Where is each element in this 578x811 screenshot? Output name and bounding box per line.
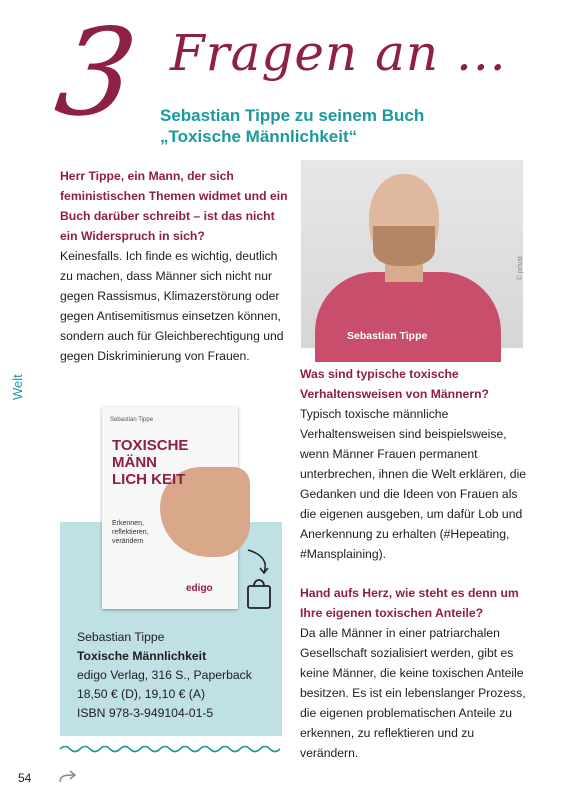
book-cover [102, 407, 238, 609]
answer-1: Keinesfalls. Ich finde es wichtig, deutlich zu machen, dass Männer sich nicht nur gegen Rassismus, Klimazerstörung oder gegen Antisemitismus einsetzen können, sondern auch für Gleichberechtigung und gegen Diskriminierung von Frauen. [60, 249, 284, 363]
book-info-publisher: edigo Verlag, 316 S., Paperback [77, 668, 252, 682]
shopping-bag-icon [244, 548, 276, 612]
photo-caption: Sebastian Tippe [347, 330, 428, 342]
curved-arrow-icon [248, 550, 265, 572]
answer-3: Da alle Männer in einer patriarchalen Gesellschaft sozialisiert werden, gibt es keine Männer, die keine toxischen Anteile besitzen. Es ist ein lebenslanger Prozess, die eigenen problematischen Anteile zu erkennen, zu reflektieren und zu verändern. [300, 626, 526, 760]
book-cover-title: TOXISCHE MÄNN LICH KEIT [112, 437, 189, 488]
interview-right-column [300, 364, 532, 763]
author-photo [301, 160, 523, 348]
book-info-author: Sebastian Tippe [77, 630, 165, 644]
subtitle-line-1: Sebastian Tippe zu seinem Buch [160, 106, 425, 125]
wave-divider [60, 744, 282, 754]
interview-left-column [60, 166, 290, 366]
question-2: Was sind typische toxische Verhaltensweisen von Männern? [300, 367, 489, 401]
subtitle [160, 105, 460, 147]
photo-shirt [315, 272, 501, 362]
photo-beard [373, 226, 435, 266]
photo-credit: © privat [517, 256, 524, 281]
question-3: Hand aufs Herz, wie steht es denn um Ihre eigenen toxischen Anteile? [300, 586, 519, 620]
subtitle-line-2: „Toxische Männlichkeit“ [160, 127, 358, 146]
answer-2: Typisch toxische männliche Verhaltensweisen sind beispielsweise, wenn Männer Frauen permanent unterbrechen, ihnen die Welt erklären, die Gedanken und die Ideen von Frauen als die eigenen ausgeben, um dafür Lob und Anerkennung zu erhalten (#Hepeating, #Mansplaining). [300, 407, 527, 561]
big-number-3: 3 [48, 4, 145, 143]
book-info-title: Toxische Männlichkeit [77, 649, 207, 663]
book-cover-author: Sebastian Tippe [110, 417, 154, 423]
section-label: Welt [10, 374, 25, 400]
book-info-isbn: ISBN 978-3-949104-01-5 [77, 706, 214, 720]
page-number: 54 [18, 771, 32, 785]
publisher-logo: edigo [186, 583, 213, 594]
book-info-price: 18,50 € (D), 19,10 € (A) [77, 687, 206, 701]
book-cover-subtitle: Erkennen, reflektieren, verändern [112, 520, 149, 545]
page-title: Fragen an ... [170, 24, 507, 82]
book-info [77, 628, 277, 723]
arrow-icon[interactable] [58, 770, 78, 786]
question-1: Herr Tippe, ein Mann, der sich feministischen Themen widmet und ein Buch darüber schreibt – ist das nicht ein Widerspruch in sich? [60, 169, 288, 243]
